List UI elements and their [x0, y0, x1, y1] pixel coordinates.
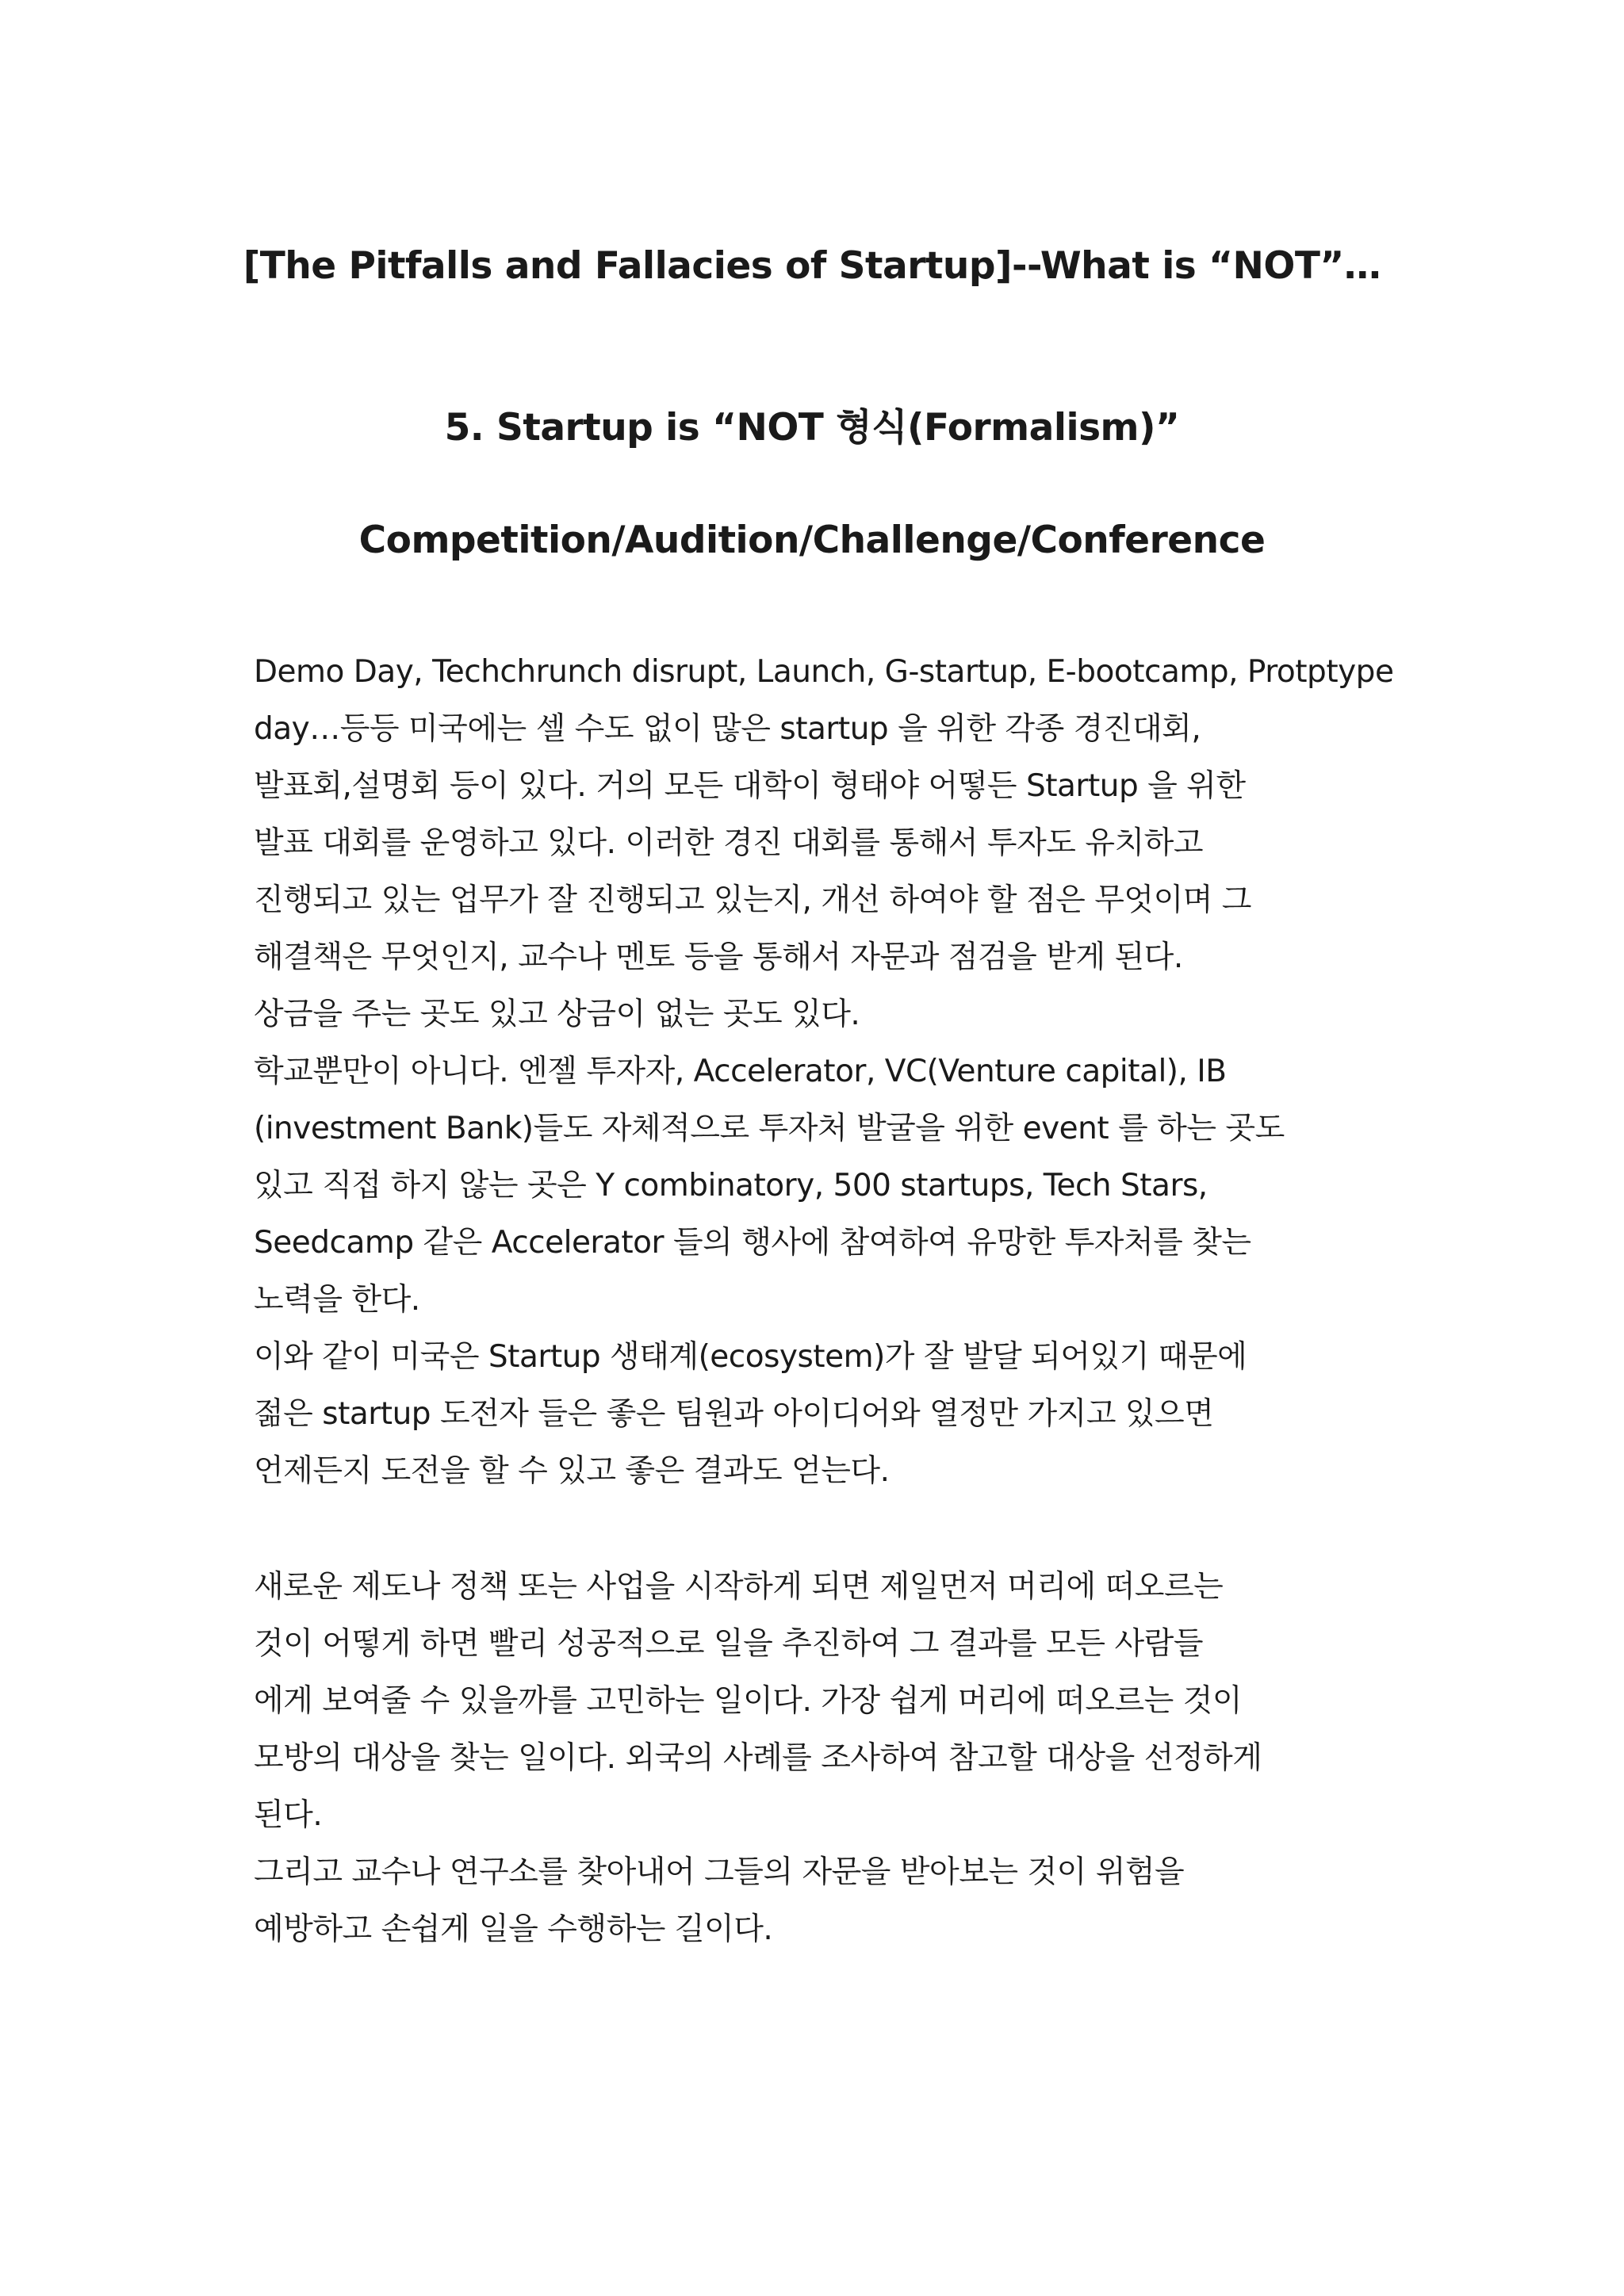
text-line: 발표 대회를 운영하고 있다. 이러한 경진 대회를 통해서 투자도 유치하고	[254, 825, 1204, 861]
text-line: 예방하고 손쉽게 일을 수행하는 길이다.	[254, 1911, 773, 1947]
text-line: 해결책은 무엇인지, 교수나 멘토 등을 통해서 자문과 점검을 받게 된다.	[254, 939, 1183, 975]
text-line: 새로운 제도나 정책 또는 사업을 시작하게 되면 제일먼저 머리에 떠오르는	[254, 1569, 1224, 1605]
section-subtitle: Competition/Audition/Challenge/Conference	[358, 519, 1266, 562]
text-line: 언제든지 도전을 할 수 있고 좋은 결과도 얻는다.	[254, 1453, 890, 1489]
text-line: (investment Bank)들도 자체적으로 투자처 발굴을 위한 event 를 하는 곳도	[254, 1111, 1285, 1146]
text-line: 모방의 대상을 찾는 일이다. 외국의 사례를 조사하여 참고할 대상을 선정하게	[254, 1740, 1262, 1776]
text-line: 학교뿐만이 아니다. 엔젤 투자자, Accelerator, VC(Venture capital), IB	[254, 1054, 1227, 1089]
text-line: 노력을 한다.	[254, 1282, 420, 1318]
text-line: 된다.	[254, 1797, 323, 1833]
text-line: day…등등 미국에는 셀 수도 없이 많은 startup 을 위한 각종 경진대회,	[254, 711, 1201, 747]
text-line: 발표회,설명회 등이 있다. 거의 모든 대학이 형태야 어떻든 Startup 을 위한	[254, 768, 1246, 804]
text-line: Seedcamp 같은 Accelerator 들의 행사에 참여하여 유망한 투자처를 찾는	[254, 1225, 1251, 1261]
text-line: 젊은 startup 도전자 들은 좋은 팀원과 아이디어와 열정만 가지고 있으면	[254, 1396, 1214, 1432]
text-line: 에게 보여줄 수 있을까를 고민하는 일이다. 가장 쉽게 머리에 떠오르는 것이	[254, 1683, 1243, 1719]
text-line: 진행되고 있는 업무가 잘 진행되고 있는지, 개선 하여야 할 점은 무엇이며 그	[254, 882, 1251, 918]
text-line: Demo Day, Techchrunch disrupt, Launch, G-startup, E-bootcamp, Protptype	[254, 654, 1394, 690]
text-line: 그리고 교수나 연구소를 찾아내어 그들의 자문을 받아보는 것이 위험을	[254, 1854, 1185, 1890]
text-line: 이와 같이 미국은 Startup 생태계(ecosystem)가 잘 발달 되어있기 때문에	[254, 1339, 1247, 1375]
text-line: 있고 직접 하지 않는 곳은 Y combinatory, 500 startups, Tech Stars,	[254, 1168, 1208, 1203]
text-line: 것이 어떻게 하면 빨리 성공적으로 일을 추진하여 그 결과를 모든 사람들	[254, 1626, 1204, 1662]
body-paragraph-2	[254, 1559, 1443, 1958]
text-line: 상금을 주는 곳도 있고 상금이 없는 곳도 있다.	[254, 997, 860, 1032]
body-paragraph-1	[254, 644, 1443, 1500]
document-title: [The Pitfalls and Fallacies of Startup]--What is “NOT”…	[243, 244, 1381, 288]
section-title: 5. Startup is “NOT 형식(Formalism)”	[444, 406, 1180, 450]
